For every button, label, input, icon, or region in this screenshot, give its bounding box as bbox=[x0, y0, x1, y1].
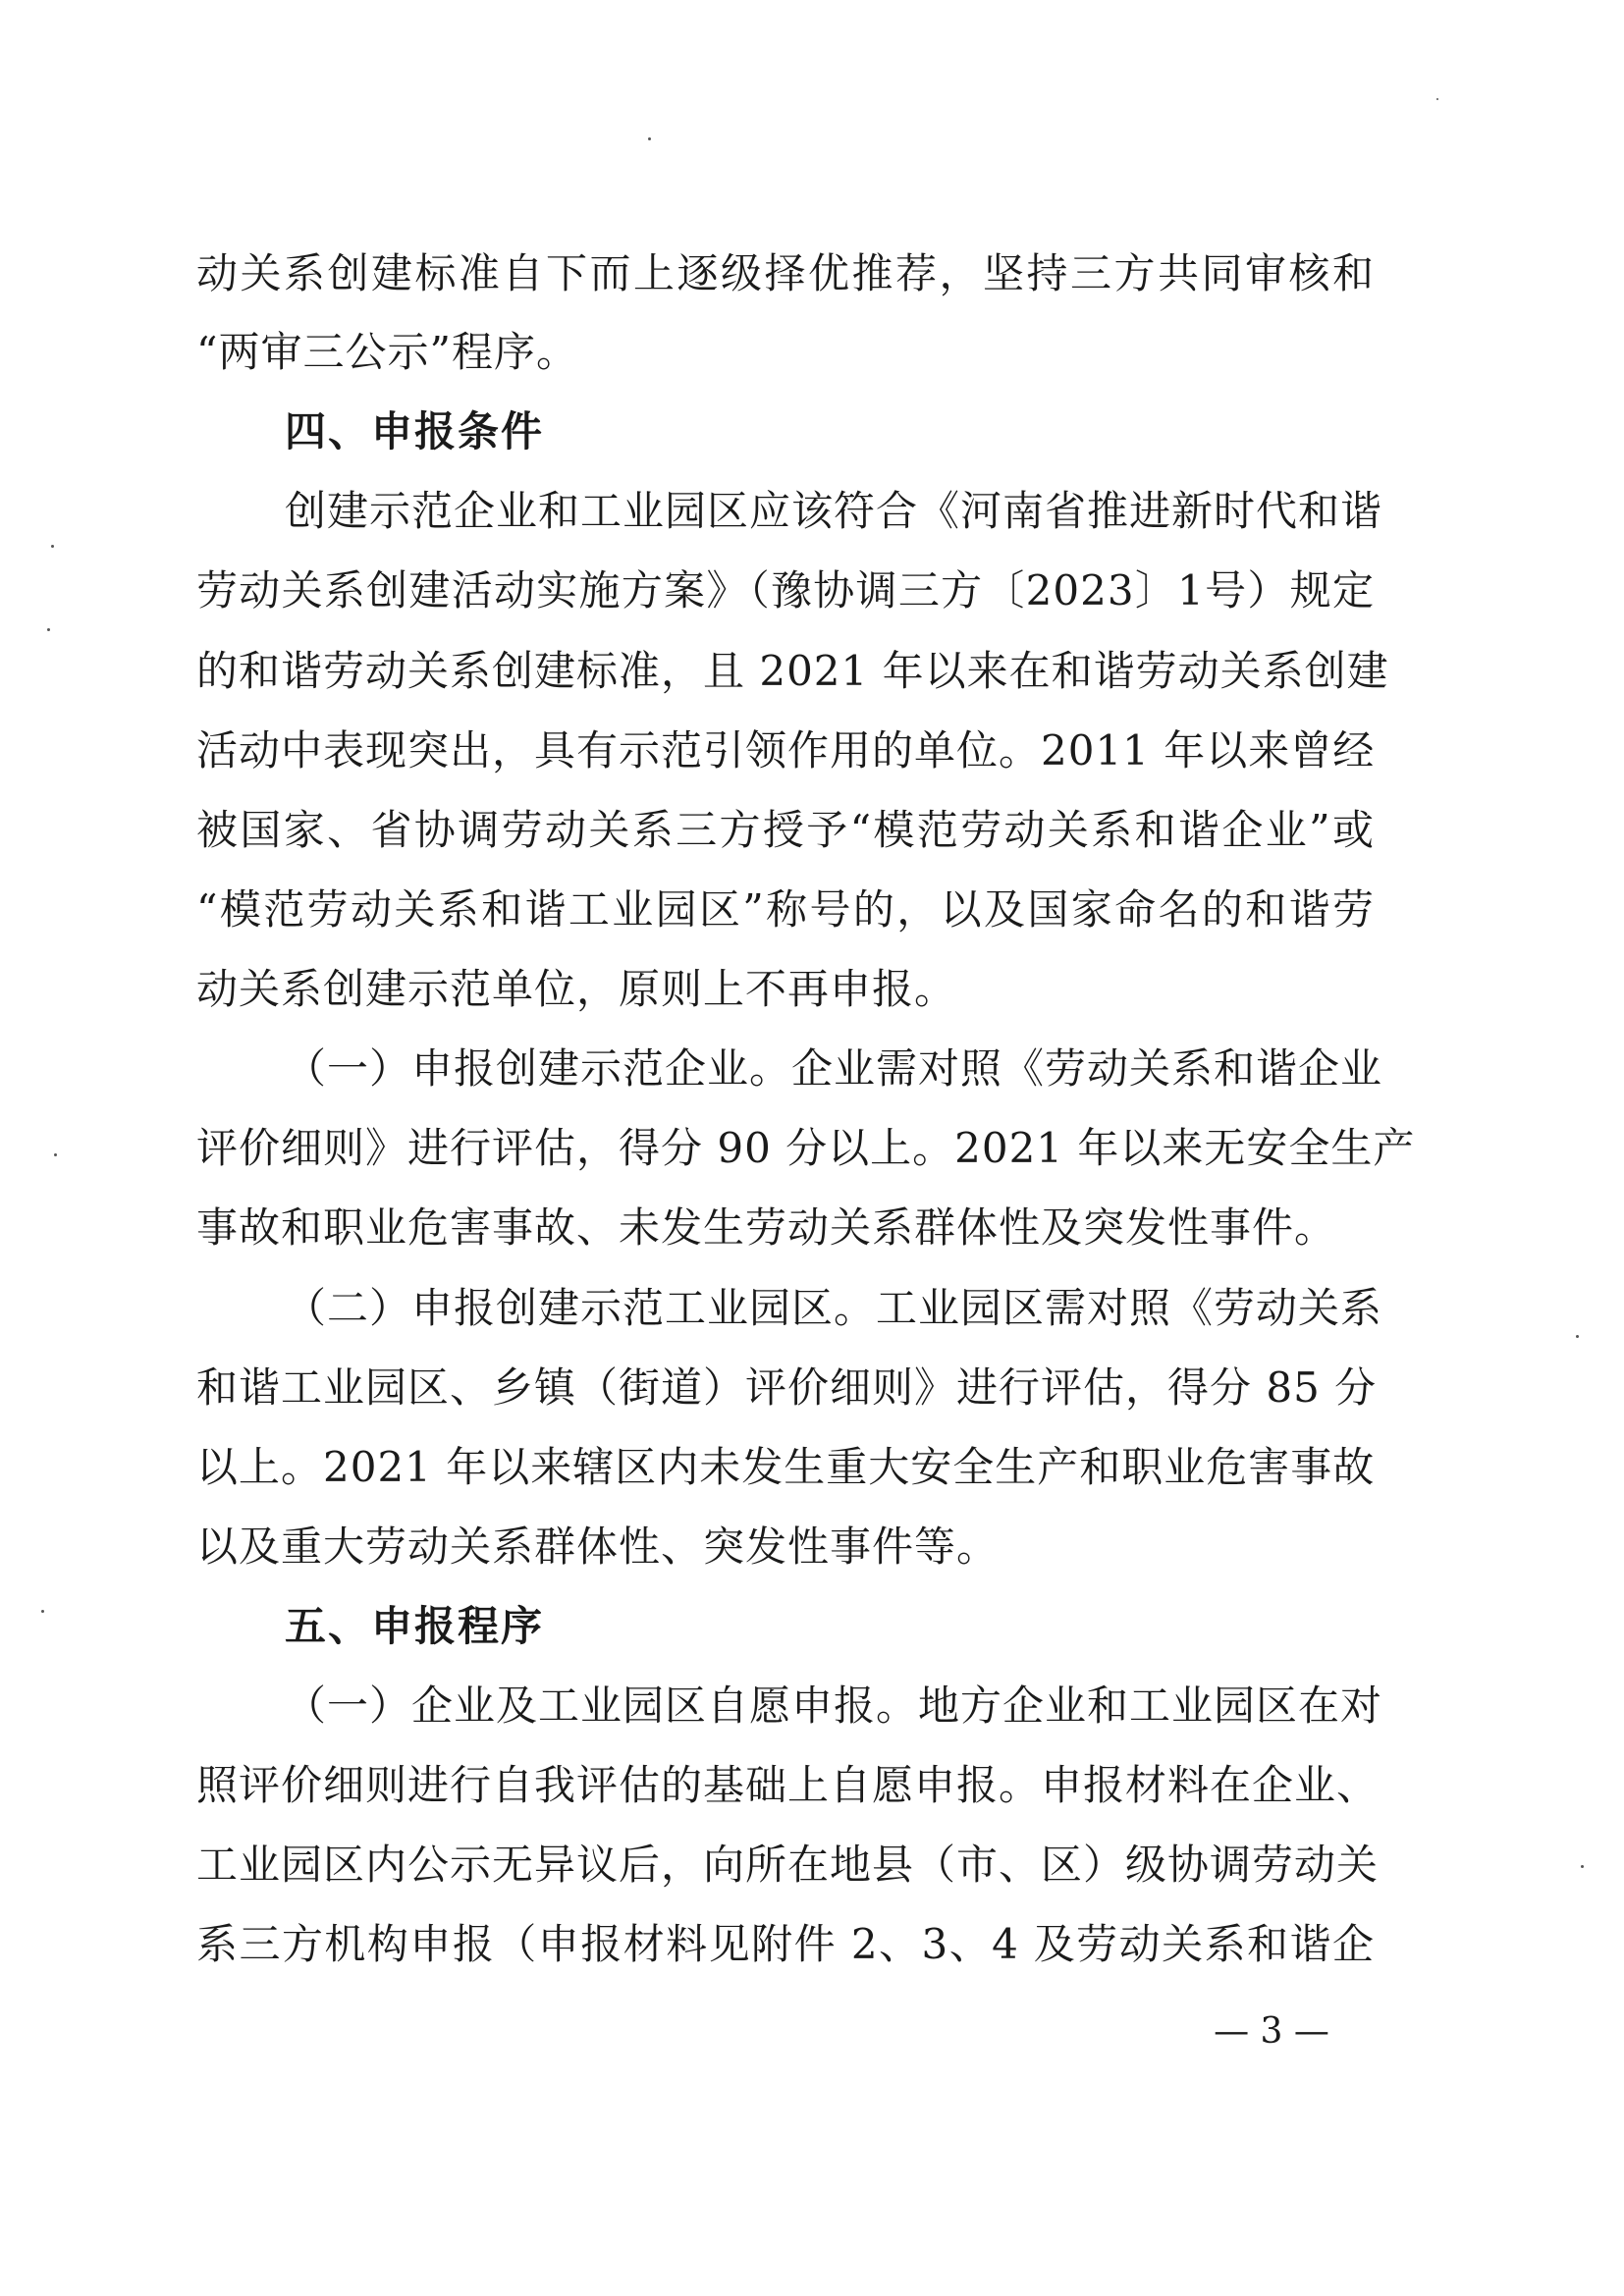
body-line: 动关系创建标准自下而上逐级择优推荐，坚持三方共同审核和 bbox=[196, 249, 1375, 297]
body-line: （一）企业及工业园区自愿申报。地方企业和工业园区在对 bbox=[285, 1682, 1383, 1730]
body-line: 工业园区内公示无异议后，向所在地县（市、区）级协调劳动关 bbox=[196, 1841, 1380, 1889]
body-line: “两审三公示”程序。 bbox=[196, 328, 578, 376]
body-line: （二）申报创建示范工业园区。工业园区需对照《劳动关系 bbox=[285, 1284, 1383, 1332]
scan-speck bbox=[648, 137, 651, 140]
body-line: “模范劳动关系和谐工业园区”称号的，以及国家命名的和谐劳 bbox=[196, 885, 1375, 934]
body-line: 和谐工业园区、乡镇（街道）评价细则》进行评估，得分 85 分 bbox=[196, 1363, 1378, 1412]
body-line: 动关系创建示范单位，原则上不再申报。 bbox=[196, 965, 957, 1013]
body-line: 以及重大劳动关系群体性、突发性事件等。 bbox=[196, 1522, 1000, 1571]
section-heading-application-procedure: 五、申报程序 bbox=[285, 1602, 545, 1650]
body-line: 活动中表现突出，具有示范引领作用的单位。2011 年以来曾经 bbox=[196, 726, 1376, 774]
scan-speck bbox=[1581, 1865, 1584, 1868]
scan-speck bbox=[51, 545, 54, 548]
section-heading-application-conditions: 四、申报条件 bbox=[285, 407, 545, 455]
body-line: 事故和职业危害事故、未发生劳动关系群体性及突发性事件。 bbox=[196, 1203, 1337, 1252]
body-line: 系三方机构申报（申报材料见附件 2、3、4 及劳动关系和谐企 bbox=[196, 1920, 1375, 1968]
scan-speck bbox=[41, 1610, 44, 1613]
body-line: 以上。2021 年以来辖区内未发生重大安全生产和职业危害事故 bbox=[196, 1443, 1376, 1491]
page-number: — 3 — bbox=[1214, 2011, 1329, 2052]
body-line: 劳动关系创建活动实施方案》（豫协调三方〔2023〕1号）规定 bbox=[196, 566, 1375, 614]
body-line: 被国家、省协调劳动关系三方授予“模范劳动关系和谐企业”或 bbox=[196, 806, 1375, 854]
body-line: 评价细则》进行评估，得分 90 分以上。2021 年以来无安全生产 bbox=[196, 1124, 1416, 1172]
body-line: 照评价细则进行自我评估的基础上自愿申报。申报材料在企业、 bbox=[196, 1761, 1380, 1809]
scan-speck bbox=[47, 628, 50, 631]
body-line: 创建示范企业和工业园区应该符合《河南省推进新时代和谐 bbox=[285, 487, 1383, 535]
body-line: 的和谐劳动关系创建标准，且 2021 年以来在和谐劳动关系创建 bbox=[196, 647, 1389, 695]
scan-speck bbox=[1436, 98, 1438, 100]
body-line: （一）申报创建示范企业。企业需对照《劳动关系和谐企业 bbox=[285, 1044, 1383, 1093]
scan-speck bbox=[54, 1153, 57, 1156]
scan-speck bbox=[1576, 1335, 1579, 1338]
